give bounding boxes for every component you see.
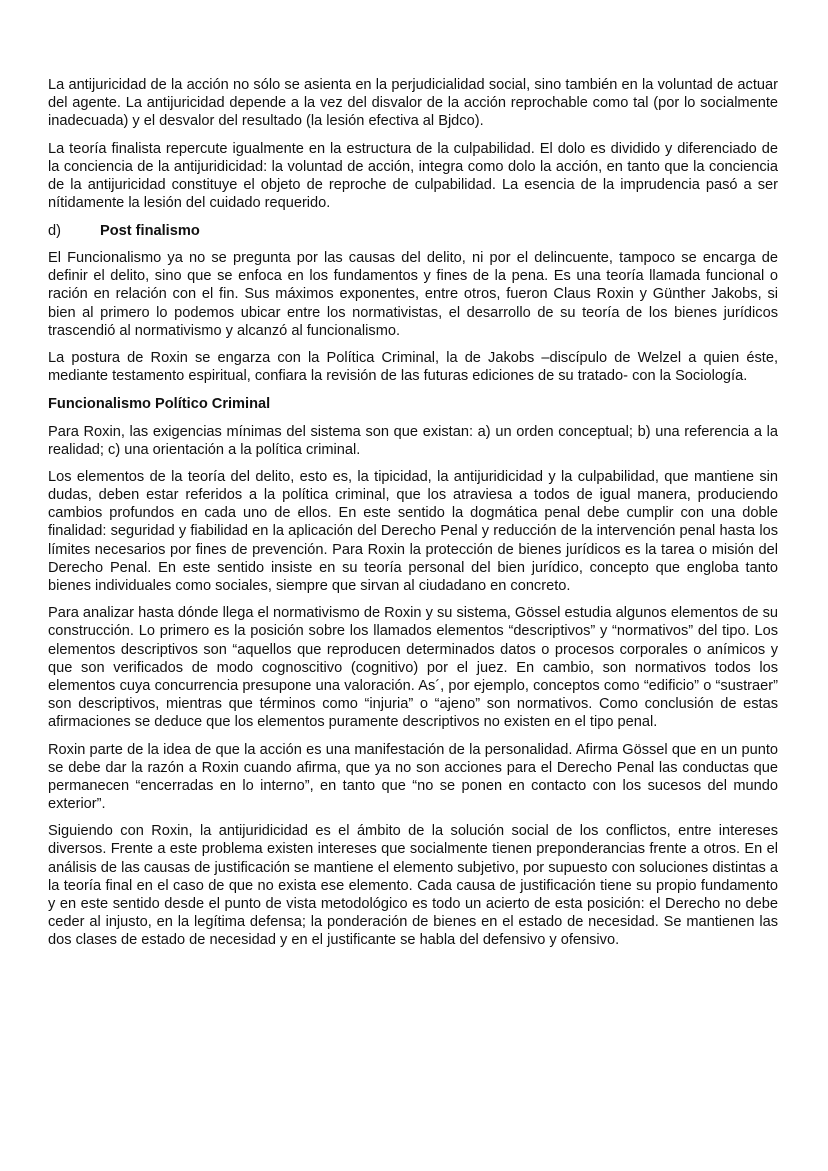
paragraph-postura-roxin: La postura de Roxin se engarza con la Política Criminal, la de Jakobs –discípulo de Welzel a quien éste, mediante testamento espiritual, confiara la revisión de las futuras ediciones de su tratado- con la Sociología.: [48, 350, 778, 385]
section-letter: d): [48, 222, 61, 239]
document-page: [48, 76, 778, 959]
paragraph-accion-personalidad: Roxin parte de la idea de que la acción es una manifestación de la personalidad. Afirma Gössel que en un punto se debe dar la razón a Roxin cuando afirma, que ya no son acciones para el Derecho Penal las conductas que permanecen “encerradas en lo interno”, en tanto que “no se ponen en contacto con los sucesos del mundo exterior”.: [48, 741, 778, 812]
section-title: Post finalismo: [100, 222, 200, 239]
paragraph-exigencias-minimas: Para Roxin, las exigencias mínimas del sistema son que existan: a) un orden conceptual; b) una referencia a la realidad; c) una orientación a la política criminal.: [48, 423, 778, 458]
heading-funcionalismo-politico-criminal: Funcionalismo Político Criminal: [48, 395, 271, 412]
paragraph-elementos-teoria-delito: Los elementos de la teoría del delito, esto es, la tipicidad, la antijuridicidad y la culpabilidad, que mantiene sin dudas, deben estar referidos a la política criminal, que los atraviesa a todos de igual manera, produciendo cambios profundos en cada uno de ellos. En este sentido la dogmática penal debe cumplir con una doble finalidad: seguridad y fiabilidad en la aplicación del Derecho Penal y reducción de la intervención penal hasta los límites necesarios por fines de prevención. Para Roxin la protección de bienes jurídicos es la tarea o misión del Derecho Penal. En este sentido insiste en su teoría personal del bien jurídico, concepto que engloba tanto bienes individuales como sociales, siempre que sirvan al ciudadano en concreto.: [48, 469, 778, 594]
paragraph-funcionalismo: El Funcionalismo ya no se pregunta por las causas del delito, ni por el delincuente, tampoco se encarga de definir el delito, sino que se enfoca en los fundamentos y fines de la pena. Es una teoría llamada funcional o ración en relación con el fin. Sus máximos exponentes, entre otros, fueron Claus Roxin y Günther Jakobs, si bien al primero lo podemos ubicar entre los normativistas, el desarrollo de su teoría de los bienes jurídicos trascendió al normativismo y alcanzó al funcionalismo.: [48, 250, 778, 339]
paragraph-antijuricidad: La antijuricidad de la acción no sólo se asienta en la perjudicialidad social, sino también en la voluntad de actuar del agente. La antijuricidad depende a la vez del disvalor de la acción reprochable como tal (por lo socialmente inadecuada) y el desvalor del resultado (la lesión efectiva al Bjdco).: [48, 77, 778, 130]
paragraph-normativismo-gossel: Para analizar hasta dónde llega el normativismo de Roxin y su sistema, Gössel estudia algunos elementos de su construcción. Lo primero es la posición sobre los llamados elementos “descriptivos” y “normativos” del tipo. Los elementos descriptivos son “aquellos que reproducen determinados datos o procesos corporales o anímicos y que son verificados de modo cognoscitivo (cognitivo) por el juez. En cambio, son normativos todos los elementos cuya concurrencia presupone una valoración. As´, por ejemplo, conceptos como “edificio” o “sustraer” son descriptivos, mientras que términos como “injuria” o “ajeno” son normativos. Como conclusión de estas afirmaciones se deduce que los elementos puramente descriptivos no existen en el tipo penal.: [48, 605, 778, 730]
paragraph-antijuridicidad-conflictos: Siguiendo con Roxin, la antijuridicidad es el ámbito de la solución social de los conflictos, entre intereses diversos. Frente a este problema existen intereses que socialmente tienen preponderancias frente a otros. En el análisis de las causas de justificación se mantiene el elemento subjetivo, por supuesto con soluciones distintas a la teoría final en el caso de que no exista ese elemento. Cada causa de justificación tiene su propio fundamento y en este sentido desde el punto de vista metodológico es todo un acierto de esta posición: el Derecho no debe ceder al injusto, en la legítima defensa; la ponderación de bienes en el estado de necesidad. Se mantienen las dos clases de estado de necesidad y en el justificante se habla del defensivo y ofensivo.: [48, 823, 778, 948]
paragraph-teoria-finalista: La teoría finalista repercute igualmente en la estructura de la culpabilidad. El dolo es dividido y diferenciado de la conciencia de la antijuridicidad: la voluntad de acción, integra como dolo la acción, en tanto que la conciencia de la antijuricidad constituye el objeto de reproche de culpabilidad. La esencia de la imprudencia pasó a ser nítidamente la lesión del cuidado requerido.: [48, 140, 778, 212]
section-heading-post-finalismo: [48, 222, 778, 240]
